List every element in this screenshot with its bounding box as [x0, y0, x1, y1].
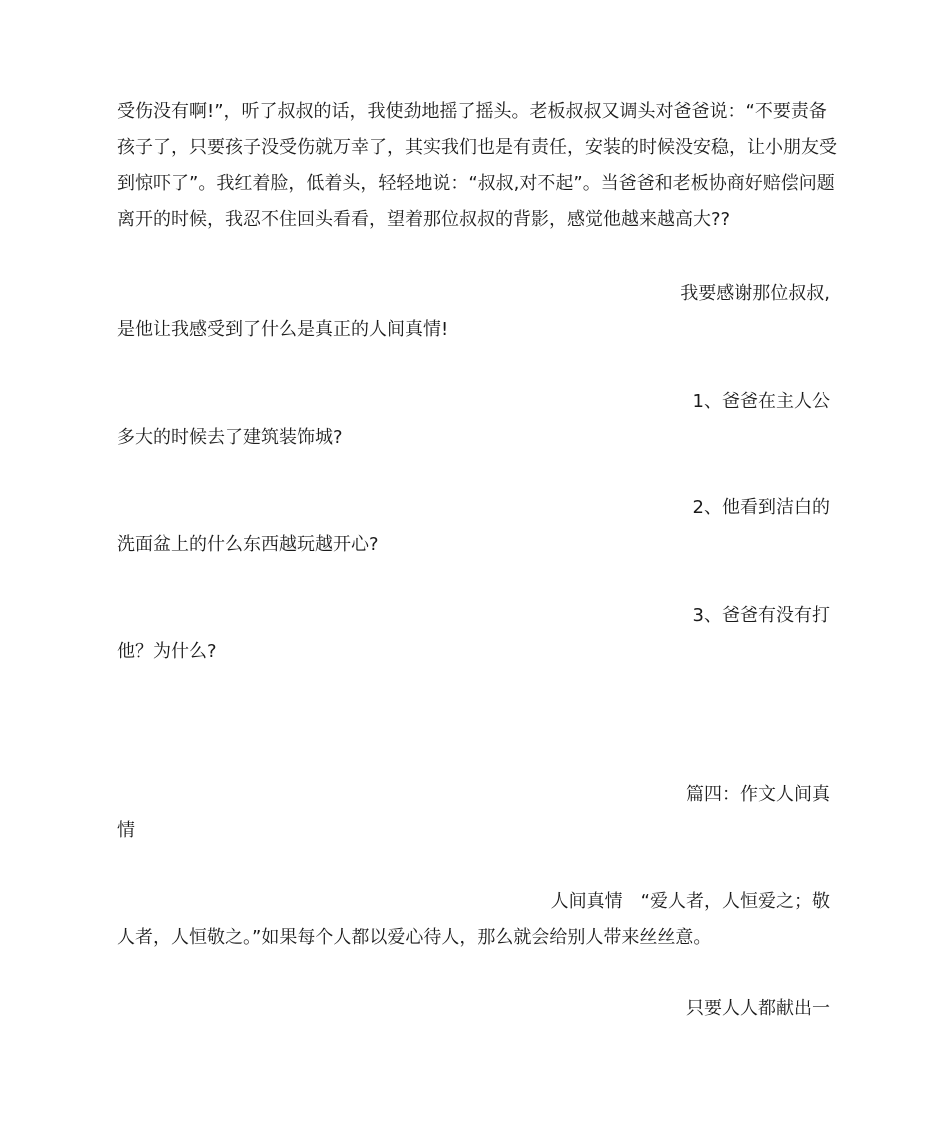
paragraph-line: 人者，人恒敬之。”如果每个人都以爱心待人，那么就会给别人带来丝丝意。	[117, 927, 712, 948]
paragraph-line: 是他让我感受到了什么是真正的人间真情!	[117, 319, 449, 340]
question-line: 1、爸爸在主人公	[692, 391, 830, 412]
question-line: 3、爸爸有没有打	[692, 605, 830, 626]
paragraph-line: 到惊吓了”。我红着脸，低着头，轻轻地说：“叔叔,对不起”。当爸爸和老板协商好赔偿问题	[117, 173, 835, 194]
paragraph-line: 受伤没有啊!”，听了叔叔的话，我使劲地摇了摇头。老板叔叔又调头对爸爸说：“不要责备	[117, 101, 827, 122]
section-heading: 情	[117, 820, 135, 841]
question-line: 多大的时候去了建筑装饰城?	[117, 427, 343, 448]
paragraph-line: 我要感谢那位叔叔,	[680, 283, 830, 304]
paragraph-line: 人间真情 “爱人者，人恒爱之；敬	[550, 891, 830, 912]
paragraph-line: 离开的时候，我忍不住回头看看，望着那位叔叔的背影，感觉他越来越高大??	[117, 209, 731, 230]
section-heading: 篇四：作文人间真	[686, 784, 830, 805]
question-line: 洗面盆上的什么东西越玩越开心?	[117, 534, 379, 555]
question-line: 2、他看到洁白的	[692, 497, 830, 518]
paragraph-line: 孩子了，只要孩子没受伤就万幸了，其实我们也是有责任，安装的时候没安稳，让小朋友受	[117, 137, 837, 158]
question-line: 他？为什么?	[117, 641, 217, 662]
paragraph-line: 只要人人都献出一	[686, 998, 830, 1019]
